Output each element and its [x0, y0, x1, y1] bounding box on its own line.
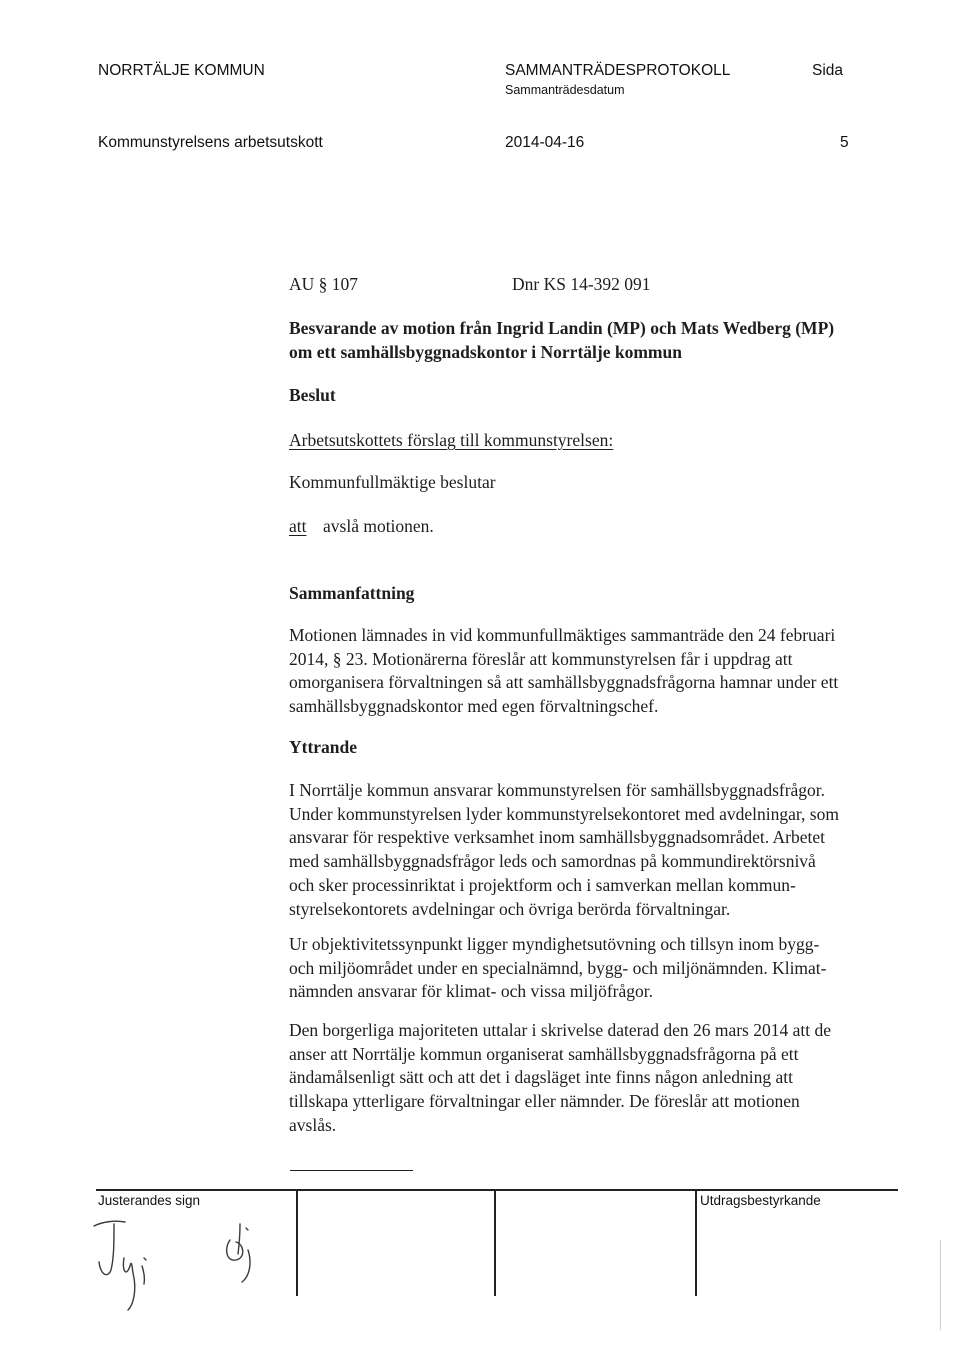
summary-paragraph: [289, 624, 904, 719]
decision-outcome: avslå motionen.: [323, 516, 434, 536]
text-line: och miljöområdet under en specialnämnd, bygg- och miljönämnden. Klimat-: [289, 957, 827, 978]
text-line: 2014, § 23. Motionärerna föreslår att kommunstyrelsen får i uppdrag att: [289, 648, 793, 669]
footer-divider: [296, 1190, 298, 1296]
text-line: ändamålsenligt sätt och att det i dagsläget inte finns någon anledning att: [289, 1067, 793, 1088]
page-label: Sida: [812, 62, 844, 79]
signature-label: Justerandes sign: [98, 1193, 201, 1208]
footer-divider: [695, 1190, 697, 1296]
att-keyword: att: [289, 516, 307, 536]
org-name: NORRTÄLJE KOMMUN: [98, 62, 265, 79]
committee-name: Kommunstyrelsens arbetsutskott: [98, 134, 323, 151]
footer-divider: [494, 1190, 496, 1296]
scan-edge-mark: [940, 1240, 941, 1330]
statement-paragraph: [289, 779, 904, 921]
text-line: ansvarar för respektive verksamhet inom samhällsbyggnadsområdet. Arbetet: [289, 827, 826, 848]
proposal-line: Arbetsutskottets förslag till kommunstyrelsen:: [289, 430, 614, 450]
decision-heading: Beslut: [289, 385, 336, 405]
paragraph-number: AU § 107: [289, 274, 359, 294]
handwritten-initials-signature: [92, 1218, 202, 1318]
text-line: Motionen lämnades in vid kommunfullmäktiges sammanträde den 24 februari: [289, 625, 836, 645]
text-line: med samhällsbyggnadsfrågor leds och samordnas på kommundirektörsnivå: [289, 851, 816, 872]
document-type: SAMMANTRÄDESPROTOKOLL: [505, 62, 731, 79]
extract-certification-label: Utdragsbestyrkande: [700, 1193, 821, 1208]
diary-number: Dnr KS 14-392 091: [512, 274, 651, 294]
statement-paragraph: [289, 933, 904, 1004]
text-line: Den borgerliga majoriteten uttalar i skrivelse daterad den 26 mars 2014 att de: [289, 1020, 831, 1040]
text-line: omorganisera förvaltningen så att samhällsbyggnadsfrågorna hamnar under ett: [289, 672, 839, 693]
text-line: I Norrtälje kommun ansvarar kommunstyrelsen för samhällsbyggnadsfrågor.: [289, 780, 826, 800]
text-line: Under kommunstyrelsen lyder kommunstyrelsekontoret med avdelningar, som: [289, 803, 839, 824]
footer-top-rule: [96, 1189, 898, 1191]
text-line: tillskapa ytterligare förvaltningar eller nämnder. De föreslår att motionen: [289, 1091, 800, 1112]
end-of-text-rule: [290, 1170, 413, 1171]
page-number: 5: [840, 134, 849, 151]
meeting-date-label: Sammanträdesdatum: [505, 83, 625, 97]
text-line: styrelsekontorets avdelningar och övriga berörda förvaltningar.: [289, 898, 731, 919]
handwritten-initials-signature: [222, 1222, 272, 1302]
case-title-line: Besvarande av motion från Ingrid Landin (MP) och Mats Wedberg (MP): [289, 318, 835, 338]
text-line: Ur objektivitetssynpunkt ligger myndighetsutövning och tillsyn inom bygg-: [289, 934, 820, 954]
statement-heading: Yttrande: [289, 737, 358, 757]
text-line: anser att Norrtälje kommun organiserat samhällsbyggnadsfrågorna på ett: [289, 1043, 799, 1064]
text-line: avslås.: [289, 1114, 337, 1135]
meeting-date: 2014-04-16: [505, 134, 585, 151]
case-title-line: om ett samhällsbyggnadskontor i Norrtälje kommun: [289, 342, 682, 362]
statement-paragraph: [289, 1019, 904, 1138]
text-line: nämnden ansvarar för klimat- och vissa miljöfrågor.: [289, 981, 653, 1002]
summary-heading: Sammanfattning: [289, 583, 415, 603]
council-line: Kommunfullmäktige beslutar: [289, 472, 496, 492]
text-line: och sker processinriktat i projektform och i samverkan mellan kommun-: [289, 874, 796, 895]
text-line: samhällsbyggnadskontor med egen förvaltningschef.: [289, 696, 659, 717]
